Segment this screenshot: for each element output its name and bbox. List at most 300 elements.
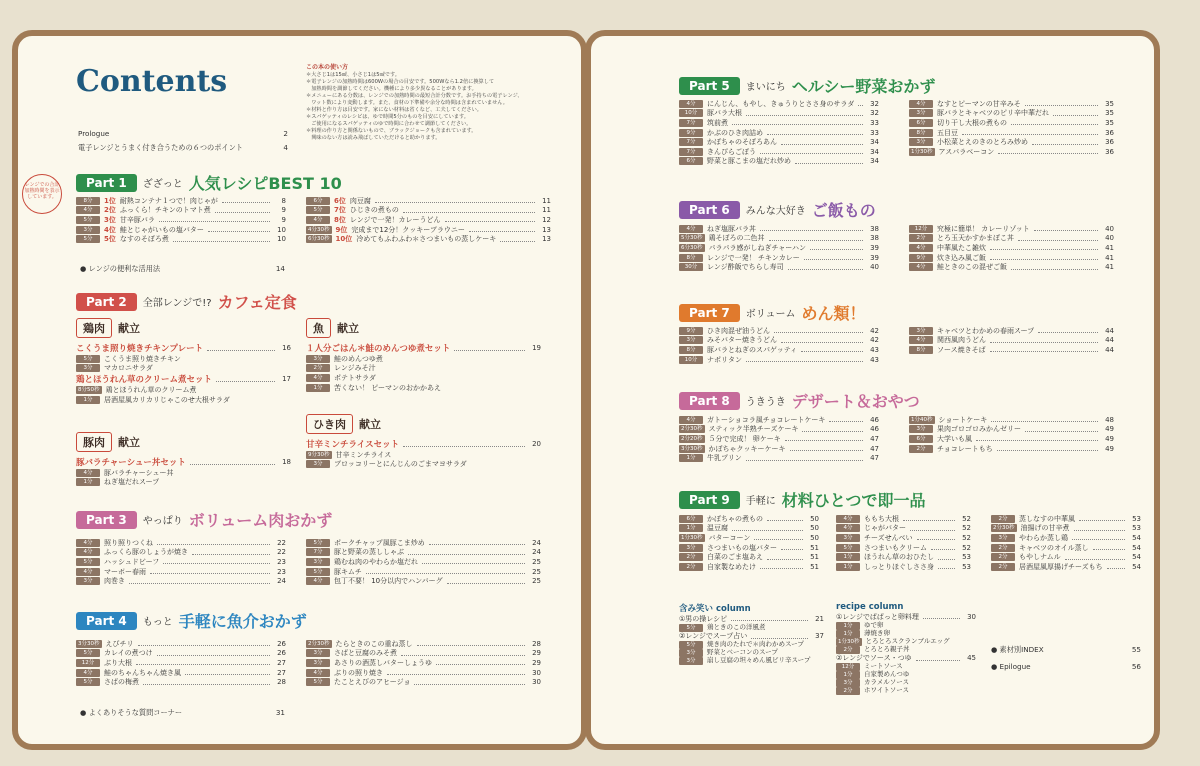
recipe-name: ぶりの照り焼き <box>334 668 383 677</box>
menu-heading <box>306 318 541 338</box>
recipe-row[interactable] <box>909 128 1114 138</box>
recipe-name: 鮭ときのこの混ぜご飯 <box>937 263 1007 272</box>
set-item[interactable] <box>76 478 291 488</box>
recipe-row[interactable] <box>679 234 879 244</box>
recipe-row[interactable] <box>306 538 541 548</box>
time-badge: 4分 <box>306 374 330 382</box>
page-number: 13 <box>542 225 551 234</box>
recipe-row[interactable] <box>679 326 879 336</box>
part1-left-list <box>76 196 286 244</box>
dot-leader <box>445 221 535 222</box>
time-badge: 3分 <box>306 659 330 667</box>
page-number: 12 <box>542 215 551 224</box>
recipe-name: 温豆腐 <box>707 524 728 533</box>
tail-list <box>991 645 1141 679</box>
dot-leader <box>903 520 955 521</box>
recipe-row[interactable] <box>909 147 1114 157</box>
recipe-name: 野菜とベーコンのスープ <box>707 648 778 657</box>
time-badge: 1分 <box>836 671 860 679</box>
recipe-row[interactable] <box>679 147 879 157</box>
recipe-row[interactable] <box>76 196 286 206</box>
time-badge: 3分 <box>76 364 100 372</box>
recipe-row[interactable] <box>679 444 879 454</box>
recipe-name: 究極に簡単！ カレーリゾット <box>937 224 1030 233</box>
page-number: 53 <box>1132 524 1141 533</box>
recipe-row[interactable] <box>306 234 551 244</box>
recipe-row[interactable] <box>306 677 541 687</box>
part4-extra[interactable]: ● よくありそうな質問コーナー 31 <box>80 708 285 717</box>
recipe-row[interactable] <box>76 677 286 687</box>
recipe-name: なすのそぼろ煮 <box>119 235 169 244</box>
recipe-row[interactable] <box>909 326 1114 336</box>
recipe-row[interactable] <box>76 206 286 216</box>
set-item[interactable] <box>306 354 541 364</box>
page-number: 43 <box>870 355 879 364</box>
recipe-row[interactable] <box>909 336 1114 346</box>
part1-extra[interactable]: ● レンジの便利な活用法 14 <box>80 264 285 273</box>
page-number: 37 <box>815 632 824 641</box>
rank-badge: 9位 <box>335 225 348 234</box>
recipe-name: 肉豆腐 <box>349 196 371 205</box>
recipe-row[interactable] <box>76 649 286 659</box>
recipe-name: 果肉ゴロゴロみかんゼリー <box>937 425 1021 434</box>
recipe-row[interactable] <box>679 514 819 524</box>
dot-leader <box>858 105 863 106</box>
recipe-row[interactable] <box>679 99 879 109</box>
recipe-row[interactable] <box>679 524 819 534</box>
time-badge: 1分 <box>836 563 860 571</box>
rank-badge: 3位 <box>104 215 116 224</box>
recipe-row[interactable] <box>679 345 879 355</box>
recipe-name: かぼちゃクッキーケーキ <box>708 444 786 453</box>
recipe-row[interactable] <box>991 543 1141 553</box>
time-badge: 4分 <box>679 100 703 108</box>
dot-leader <box>990 249 1098 250</box>
time-badge: 1分 <box>306 384 330 392</box>
recipe-row[interactable] <box>909 434 1114 444</box>
part6-title: ご飯もの <box>811 201 876 220</box>
time-badge: 6分 <box>909 119 933 127</box>
dot-leader <box>190 464 275 465</box>
recipe-name: ナポリタン <box>707 355 742 364</box>
recipe-row[interactable] <box>991 514 1141 524</box>
part6-right-list <box>909 224 1114 272</box>
recipe-name: ほうれん草のおひたし <box>864 553 934 562</box>
recipe-row[interactable] <box>306 548 541 558</box>
recipe-row[interactable] <box>306 557 541 567</box>
column-sub[interactable] <box>836 687 976 695</box>
recipe-name: チョコレートもち <box>937 444 993 453</box>
recipe-row[interactable] <box>76 548 286 558</box>
dot-leader <box>760 230 863 231</box>
page-number: 24 <box>532 538 541 547</box>
time-badge: 3分 <box>836 534 860 542</box>
page-number: 53 <box>962 553 971 562</box>
part7-title: めん類！ <box>801 304 866 323</box>
time-badge: 3分 <box>679 336 703 344</box>
recipe-row[interactable] <box>836 514 971 524</box>
recipe-row[interactable] <box>679 336 879 346</box>
note-line: ＊大さじ1は15㎖、小さじ1は5㎖です。 <box>306 72 400 79</box>
part2-pork <box>76 432 291 487</box>
recipe-row[interactable] <box>909 425 1114 435</box>
recipe-name: 焼き肉のたれで＊肉わかめスープ <box>707 640 804 649</box>
recipe-name: あさりの酒蒸しバターしょうゆ <box>334 658 432 667</box>
dot-leader <box>192 554 270 555</box>
page-number: 49 <box>1105 434 1114 443</box>
dot-leader <box>990 259 1098 260</box>
part6-header <box>679 198 876 221</box>
column-item[interactable] <box>836 654 976 664</box>
page-number: 21 <box>815 614 824 623</box>
recipe-row[interactable] <box>679 355 879 365</box>
set-item[interactable] <box>306 383 541 393</box>
recipe-row[interactable] <box>679 552 819 562</box>
set-name: 鶏とほうれん草のクリーム煮セット <box>76 375 213 386</box>
recipe-name: じゃがバター <box>864 524 906 533</box>
note-line: ＊スパゲッティのレシピは、ゆで時間5分のものを目安にしています。 <box>306 114 469 121</box>
page-number: 46 <box>870 425 879 434</box>
column-item-label: ②レンジでスープ占い <box>679 632 748 641</box>
menu-tag: 鶏肉 <box>76 318 112 338</box>
rank-badge: 10位 <box>335 235 353 244</box>
column-sub[interactable] <box>679 657 824 665</box>
recipe-row[interactable] <box>679 434 879 444</box>
page-number: 47 <box>870 454 879 463</box>
recipe-row[interactable] <box>991 562 1141 572</box>
page-number: 51 <box>810 543 819 552</box>
recipe-row[interactable] <box>909 109 1114 119</box>
rank-badge: 7位 <box>334 206 346 215</box>
set-row[interactable] <box>76 456 291 468</box>
recipe-row[interactable] <box>991 533 1141 543</box>
recipe-name: ひき肉混ぜ油うどん <box>707 326 770 335</box>
time-badge: 3分 <box>306 558 330 566</box>
page-number: 17 <box>282 375 291 384</box>
part5-right-list <box>909 99 1114 157</box>
recipe-name: かぼちゃのそぼろあん <box>707 138 777 147</box>
recipe-row[interactable] <box>679 453 879 463</box>
recipe-name: 鶏ときのこの洋風煮 <box>707 622 766 631</box>
recipe-row[interactable] <box>836 562 971 572</box>
recipe-row[interactable] <box>306 225 551 235</box>
notes-title: この本の使い方 <box>306 64 349 71</box>
dot-leader <box>500 241 535 242</box>
dot-leader <box>781 144 863 145</box>
recipe-row[interactable] <box>679 137 879 147</box>
tail-item[interactable] <box>991 662 1141 673</box>
recipe-row[interactable] <box>991 552 1141 562</box>
time-badge: 7分 <box>679 138 703 146</box>
recipe-name: 豚と野菜の蒸ししゃぶ <box>334 548 404 557</box>
page-number: 29 <box>532 649 541 658</box>
recipe-row[interactable] <box>306 649 541 659</box>
time-badge: 5分 <box>76 649 100 657</box>
page-number: 50 <box>810 524 819 533</box>
dot-leader <box>403 212 535 213</box>
recipe-name: 五目豆 <box>937 128 958 137</box>
recipe-row[interactable] <box>909 234 1114 244</box>
recipe-row[interactable] <box>909 444 1114 454</box>
recipe-name: レンジみそ汁 <box>334 364 376 373</box>
page-number: 23 <box>277 567 286 576</box>
recipe-row[interactable] <box>909 262 1114 272</box>
recipe-name: とろ玉天かすかまぼこ丼 <box>937 234 1014 243</box>
dot-leader <box>732 124 863 125</box>
page-number: 23 <box>277 557 286 566</box>
recipe-row[interactable] <box>679 109 879 119</box>
recipe-row[interactable] <box>679 562 819 572</box>
recipe-row[interactable] <box>679 224 879 234</box>
recipe-row[interactable] <box>76 215 286 225</box>
recipe-row[interactable] <box>836 533 971 543</box>
page-number: 36 <box>1105 138 1114 147</box>
part3-left-list <box>76 538 286 586</box>
recipe-row[interactable] <box>836 552 971 562</box>
page-number: 19 <box>532 344 541 352</box>
recipe-row[interactable] <box>909 243 1114 253</box>
note-line: ご使用になるスパゲッティのゆで時間に合わせて調節してください。 <box>306 121 472 128</box>
time-badge: 4分 <box>909 244 933 252</box>
recipe-row[interactable] <box>76 639 286 649</box>
recipe-row[interactable] <box>679 425 879 435</box>
recipe-row[interactable] <box>679 543 819 553</box>
recipe-name: ショートケーキ <box>938 415 988 424</box>
recipe-name: さばと豆腐のみそ煮 <box>334 649 397 658</box>
page-number: 28 <box>277 678 286 687</box>
time-badge: 5分 <box>679 624 703 632</box>
intro-points[interactable]: 電子レンジとうまく付き合うための６つのポイント 4 <box>78 142 288 152</box>
recipe-row[interactable] <box>306 196 551 206</box>
set-row[interactable] <box>306 438 541 450</box>
time-badge: 1分 <box>679 454 703 462</box>
set-item[interactable] <box>306 364 541 374</box>
time-badge: 1分30秒 <box>838 638 860 645</box>
recipe-row[interactable] <box>76 234 286 244</box>
recipe-name: ねぎ塩豚バラ丼 <box>707 224 756 233</box>
recipe-name: ポークチャップ風豚こま炒め <box>334 538 425 547</box>
menu-tag: 魚 <box>306 318 331 338</box>
dot-leader <box>746 361 863 362</box>
recipe-name: ソース焼きそば <box>937 345 986 354</box>
dot-leader <box>769 240 864 241</box>
recipe-row[interactable] <box>909 345 1114 355</box>
recipe-row[interactable] <box>76 567 286 577</box>
part8-left-list <box>679 415 879 463</box>
set-row[interactable] <box>76 342 291 354</box>
set-item[interactable] <box>76 395 291 405</box>
time-badge: 5分30秒 <box>681 235 703 242</box>
page-number: 51 <box>810 553 819 562</box>
dot-leader <box>1011 269 1098 270</box>
recipe-name: 切り干し大根の煮もの <box>937 118 1007 127</box>
page-number: 11 <box>542 206 551 215</box>
recipe-row[interactable] <box>679 118 879 128</box>
recipe-name: 包丁不要！ 10分以内でハンバーグ <box>334 577 443 586</box>
recipe-row[interactable] <box>909 253 1114 263</box>
recipe-name: かぶのひき肉詰め <box>707 128 763 137</box>
dot-leader <box>143 684 270 685</box>
dot-leader <box>1018 240 1098 241</box>
set-item[interactable] <box>76 385 291 395</box>
page-number: 26 <box>277 639 286 648</box>
part5-lead: まいにち <box>745 82 786 93</box>
set-item[interactable] <box>306 450 541 460</box>
part2-lead: 全部レンジで!? <box>142 298 212 309</box>
page-number: 41 <box>1105 253 1114 262</box>
set-item[interactable] <box>306 373 541 383</box>
set-item[interactable] <box>76 468 291 478</box>
recipe-row[interactable] <box>76 658 286 668</box>
page-number: 42 <box>870 336 879 345</box>
time-badge: 5分 <box>76 558 100 566</box>
recipe-row[interactable] <box>306 567 541 577</box>
set-row[interactable] <box>306 342 541 354</box>
recipe-name: レンジで一発！ チキンカレー <box>707 253 800 262</box>
recipe-row[interactable] <box>909 99 1114 109</box>
recipe-row[interactable] <box>306 206 551 216</box>
part2-mince <box>306 414 541 469</box>
time-badge: 2分30秒 <box>993 525 1015 532</box>
dot-leader <box>938 568 955 569</box>
recipe-row[interactable] <box>306 668 541 678</box>
dot-leader <box>916 660 960 661</box>
set-item[interactable] <box>76 364 291 374</box>
set-item[interactable] <box>306 460 541 470</box>
recipe-row[interactable] <box>679 253 879 263</box>
recipe-row[interactable] <box>306 639 541 649</box>
recipe-name: きんぴらごぼう <box>707 147 756 156</box>
page-number: 11 <box>542 196 551 205</box>
page-number: 41 <box>1105 243 1114 252</box>
time-badge: 8分 <box>76 197 100 205</box>
recipe-row[interactable] <box>836 524 971 534</box>
time-badge: 2分 <box>306 364 330 372</box>
part5-left-list <box>679 99 879 166</box>
time-badge: 1分30秒 <box>911 148 933 155</box>
recipe-row[interactable] <box>909 118 1114 128</box>
recipe-name: ぶり大根 <box>104 658 132 667</box>
menu-heading <box>76 432 291 452</box>
recipe-name: ゆで卵 <box>864 620 884 629</box>
dot-leader <box>790 450 864 451</box>
recipe-row[interactable] <box>909 415 1114 425</box>
rank-badge: 8位 <box>334 215 346 224</box>
recipe-row[interactable] <box>679 128 879 138</box>
part4-title: 手軽に魚介おかず <box>178 612 307 631</box>
column-sub[interactable] <box>836 622 976 630</box>
recipe-row[interactable] <box>679 157 879 167</box>
part2-chicken <box>76 318 291 404</box>
intro-prologue[interactable]: Prologue 2 <box>78 129 288 138</box>
dot-leader <box>1025 105 1098 106</box>
recipe-name: 肉巻き <box>104 577 125 586</box>
recipe-row[interactable] <box>991 524 1141 534</box>
recipe-name: 鶏むね肉のやわらか塩だれ <box>334 557 418 566</box>
dot-leader <box>417 645 526 646</box>
page-number: 52 <box>962 514 971 523</box>
recipe-row[interactable] <box>679 262 879 272</box>
menu-tag: 豚肉 <box>76 432 112 452</box>
menu-tag: ひき肉 <box>306 414 353 434</box>
part7-lead: ボリューム <box>745 309 796 320</box>
dot-leader <box>810 249 863 250</box>
recipe-row[interactable] <box>679 533 819 543</box>
time-badge: 3分30秒 <box>78 640 100 647</box>
recipe-name: 豚バラチャーシュー丼 <box>104 468 174 477</box>
recipe-row[interactable] <box>76 557 286 567</box>
recipe-row[interactable] <box>909 137 1114 147</box>
recipe-row[interactable] <box>679 243 879 253</box>
page-number: 40 <box>1105 224 1114 233</box>
time-badge: 9分30秒 <box>308 451 330 458</box>
set-item[interactable] <box>76 354 291 364</box>
recipe-name: ふっくら豚のしょうが焼き <box>104 548 188 557</box>
column-item-label: ②レンジでソース・つゆ <box>836 654 912 663</box>
dot-leader <box>767 134 863 135</box>
recipe-row[interactable] <box>306 658 541 668</box>
recipe-row[interactable] <box>76 225 286 235</box>
column-sub[interactable] <box>836 646 976 654</box>
time-badge: 9分 <box>679 327 703 335</box>
dot-leader <box>1093 549 1125 550</box>
recipe-row[interactable] <box>909 224 1114 234</box>
recipe-row[interactable] <box>76 576 286 586</box>
time-badge: 2分 <box>836 687 860 695</box>
dot-leader <box>991 421 1098 422</box>
dot-leader <box>157 655 270 656</box>
recipe-name: バターコーン <box>708 533 751 542</box>
page-number: 50 <box>810 533 819 542</box>
time-badge: 1分 <box>836 622 860 630</box>
time-badge: 2分30秒 <box>308 640 330 647</box>
dot-leader <box>976 440 1098 441</box>
recipe-row[interactable] <box>679 415 879 425</box>
recipe-row[interactable] <box>306 576 541 586</box>
recipe-row[interactable] <box>836 543 971 553</box>
dot-leader <box>910 530 955 531</box>
page-number: 22 <box>277 548 286 557</box>
tail-label: ● Epilogue <box>991 661 1031 671</box>
time-badge: 3分 <box>679 544 703 552</box>
page-number: 26 <box>277 649 286 658</box>
part1-header <box>76 171 342 194</box>
time-badge: 4分 <box>306 216 330 224</box>
time-badge: 8分50秒 <box>78 386 100 393</box>
recipe-name: 鮭のちゃんちゃん焼き風 <box>104 668 181 677</box>
page-number: 24 <box>277 577 286 586</box>
recipe-row[interactable] <box>76 668 286 678</box>
recipe-row[interactable] <box>306 215 551 225</box>
tail-item[interactable] <box>991 645 1141 656</box>
set-row[interactable] <box>76 373 291 385</box>
part5-badge: Part 5 <box>679 77 740 95</box>
column-item[interactable] <box>836 612 976 622</box>
time-badge: 2分 <box>909 445 933 453</box>
time-badge: 4分 <box>76 469 100 477</box>
dot-leader <box>408 554 525 555</box>
dot-leader <box>1034 230 1098 231</box>
dot-leader <box>366 573 525 574</box>
part1-lead: ざざっと <box>142 179 183 190</box>
time-badge: 1分 <box>836 553 860 561</box>
part4-left-list <box>76 639 286 687</box>
recipe-row[interactable] <box>76 538 286 548</box>
page-number: 22 <box>277 538 286 547</box>
page-number: 10 <box>277 225 286 234</box>
time-badge: 4分 <box>306 577 330 585</box>
column-sub[interactable] <box>679 624 824 632</box>
